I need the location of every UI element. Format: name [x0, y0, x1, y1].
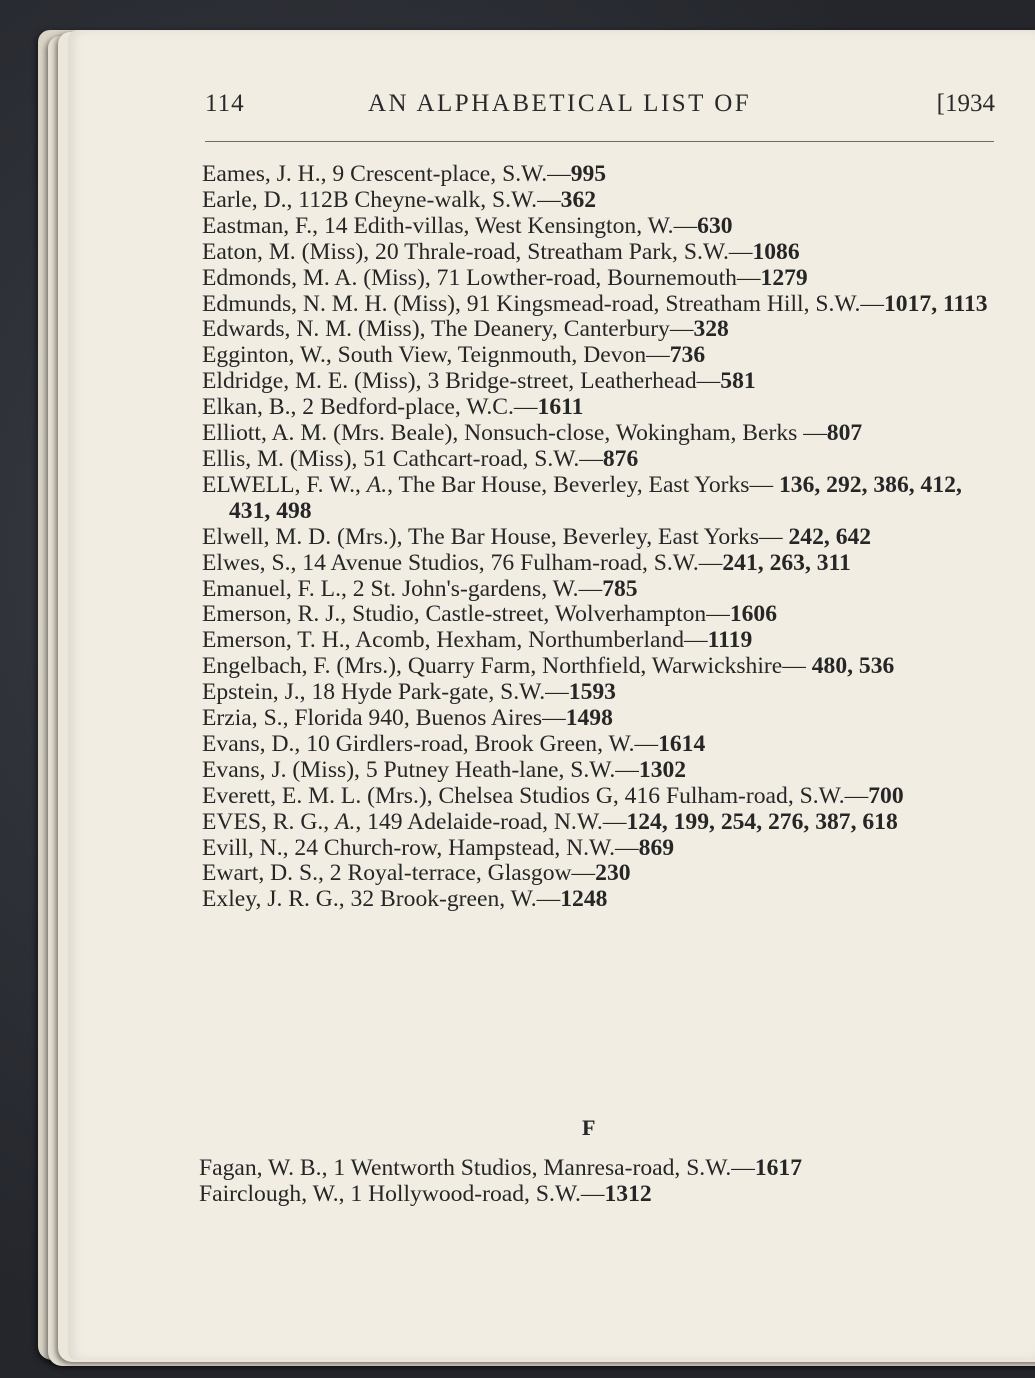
- entry-name: Eaton, M. (Miss),: [202, 238, 370, 265]
- list-entry: [202, 421, 997, 447]
- entry-pages: 136, 292, 386, 412, 431, 498: [229, 471, 962, 524]
- entry-pages: 1614: [658, 730, 706, 757]
- entry-address: 24 Church-row, Hampstead, N.W.—: [288, 834, 639, 861]
- entry-pages: 1119: [707, 627, 753, 654]
- list-entry: [202, 162, 997, 188]
- entry-address: 1 Hollywood-road, S.W.—: [344, 1181, 605, 1207]
- entry-address: 10 Girdlers-road, Brook Green, W.—: [300, 730, 659, 757]
- list-entry: [202, 732, 997, 758]
- list-entry: [202, 395, 997, 421]
- list-entry: [202, 628, 997, 654]
- entry-pages: 1611: [537, 394, 584, 421]
- list-entry: [202, 758, 997, 784]
- entry-address: 51 Cathcart-road, S.W.—: [357, 445, 603, 472]
- entry-address: 32 Brook-green, W.—: [344, 886, 561, 913]
- entry-name: Evill, N.,: [202, 834, 289, 861]
- entry-name: Elwes, S.,: [202, 549, 297, 576]
- entry-name: Evans, J. (Miss),: [202, 756, 360, 783]
- entry-name: Evans, D.,: [202, 730, 301, 757]
- entry-address: South View, Teignmouth, Devon—: [331, 342, 670, 369]
- running-title: AN ALPHABETICAL LIST OF: [368, 90, 752, 117]
- entry-name: Edmonds, M. A. (Miss),: [202, 264, 431, 291]
- entry-address: 2 Royal-terrace, Glasgow—: [323, 860, 596, 887]
- entry-address: 9 Crescent-place, S.W.—: [326, 161, 571, 187]
- entry-pages: 700: [868, 782, 904, 809]
- list-entry: [202, 292, 997, 318]
- entry-address: 1 Wentworth Studios, Manresa-road, S.W.—: [327, 1155, 755, 1181]
- list-entry: [202, 577, 997, 603]
- entry-address: 112B Cheyne-walk, S.W.—: [292, 186, 561, 213]
- entry-pages: 785: [602, 575, 638, 602]
- entry-pages: 581: [720, 368, 756, 395]
- entry-designation: A.: [366, 471, 388, 498]
- list-entry: [202, 317, 997, 343]
- entry-pages: 1593: [568, 679, 616, 706]
- entry-address: Acomb, Hexham, Northumberland—: [350, 627, 708, 654]
- entry-address: , 149 Adelaide-road, N.W.—: [355, 808, 627, 835]
- list-entry: [202, 810, 997, 836]
- entry-name: ELWELL, F. W.,: [202, 471, 361, 498]
- entry-address: Nonsuch-close, Wokingham, Berks —: [458, 420, 827, 447]
- entry-address: 14 Edith-villas, West Kensington, W.—: [318, 212, 698, 239]
- list-entry: [202, 214, 997, 240]
- header-rule: [205, 141, 994, 142]
- entry-name: Elliott, A. M. (Mrs. Beale),: [202, 420, 459, 447]
- entry-pages: 1617: [754, 1155, 802, 1181]
- entry-pages: 242, 642: [788, 523, 872, 550]
- entry-name: Engelbach, F. (Mrs.),: [202, 653, 402, 680]
- list-entry: [202, 369, 997, 395]
- list-entry: [202, 784, 997, 810]
- entry-address: , The Bar House, Beverley, East Yorks—: [387, 471, 779, 498]
- list-entry: [202, 266, 997, 292]
- entry-address: Florida 940, Buenos Aires—: [288, 705, 566, 732]
- entry-pages: 995: [570, 161, 607, 187]
- list-entry: [202, 188, 997, 214]
- entry-address: 5 Putney Heath-lane, S.W.—: [359, 756, 639, 783]
- entry-name: Edwards, N. M. (Miss),: [202, 316, 426, 343]
- entry-pages: 736: [669, 342, 706, 369]
- list-entry: [202, 343, 997, 369]
- list-entry: [202, 680, 997, 706]
- entry-name: Erzia, S.,: [202, 705, 289, 732]
- entry-pages: 1312: [604, 1181, 652, 1207]
- entry-list-e: [202, 162, 997, 913]
- entry-address: Studio, Castle-street, Wolverhampton—: [346, 601, 730, 628]
- entry-pages: 230: [595, 860, 631, 887]
- entry-name: Emerson, T. H.,: [202, 627, 351, 654]
- list-entry: [202, 602, 997, 628]
- list-entry: [202, 447, 997, 473]
- entry-name: Ewart, D. S.,: [202, 860, 324, 887]
- header-year: [1934: [936, 90, 995, 117]
- entry-pages: 630: [697, 212, 733, 239]
- entry-address: 18 Hyde Park-gate, S.W.—: [305, 679, 569, 706]
- section-letter: F: [582, 1115, 596, 1140]
- entry-address: Chelsea Studios G, 416 Fulham-road, S.W.—: [432, 782, 869, 809]
- entry-address: 2 Bedford-place, W.C.—: [296, 394, 538, 421]
- entry-name: Egginton, W.,: [202, 342, 332, 369]
- entry-name: Eames, J. H.,: [202, 161, 327, 187]
- entry-name: Ellis, M. (Miss),: [202, 445, 358, 472]
- entry-name: Emanuel, F. L.,: [202, 575, 347, 602]
- entry-pages: 480, 536: [811, 653, 895, 680]
- list-entry: [202, 887, 997, 913]
- entry-list-f: [199, 1155, 994, 1207]
- entry-name: Edmunds, N. M. H. (Miss),: [202, 290, 461, 317]
- entry-name: Eldridge, M. E. (Miss),: [202, 368, 422, 395]
- entry-name: Elwell, M. D. (Mrs.),: [202, 523, 403, 550]
- entry-name: Fairclough, W.,: [199, 1181, 345, 1207]
- entry-address: 20 Thrale-road, Streatham Park, S.W.—: [369, 238, 753, 265]
- list-entry: [202, 654, 997, 680]
- list-entry: [202, 525, 997, 551]
- list-entry: [202, 551, 997, 577]
- list-entry: [202, 861, 997, 887]
- list-entry: [202, 473, 997, 525]
- entry-name: Everett, E. M. L. (Mrs.),: [202, 782, 433, 809]
- entry-pages: 1248: [560, 886, 608, 913]
- entry-pages: 869: [638, 834, 675, 861]
- list-entry: [199, 1155, 994, 1181]
- list-entry: [199, 1181, 994, 1207]
- entry-pages: 1279: [760, 264, 808, 291]
- entry-address: Quarry Farm, Northfield, Warwickshire—: [401, 653, 812, 680]
- list-entry: [202, 240, 997, 266]
- entry-pages: 241, 263, 311: [722, 549, 851, 576]
- entry-pages: 1606: [729, 601, 778, 628]
- entry-name: Exley, J. R. G.,: [202, 886, 345, 913]
- list-entry: [202, 836, 997, 862]
- entry-pages: 1302: [638, 756, 687, 783]
- entry-address: 71 Lowther-road, Bournemouth—: [430, 264, 761, 291]
- entry-name: EVES, R. G.,: [202, 808, 330, 835]
- entry-pages: 1017, 1113: [884, 290, 988, 317]
- entry-pages: 1498: [565, 705, 613, 732]
- entry-address: The Bar House, Beverley, East Yorks—: [402, 523, 789, 550]
- entry-pages: 807: [826, 420, 863, 447]
- entry-name: Epstein, J.,: [202, 679, 306, 706]
- entry-name: Eastman, F.,: [202, 212, 319, 239]
- entry-name: Emerson, R. J.,: [202, 601, 347, 628]
- entry-designation: A.: [335, 808, 356, 835]
- entry-pages: 1086: [752, 238, 800, 265]
- entry-address: 3 Bridge-street, Leatherhead—: [421, 368, 721, 395]
- entry-pages: 362: [560, 186, 597, 213]
- entry-pages: 124, 199, 254, 276, 387, 618: [626, 808, 898, 835]
- list-entry: [202, 706, 997, 732]
- entry-name: Elkan, B.,: [202, 394, 297, 421]
- entry-address: 14 Avenue Studios, 76 Fulham-road, S.W.—: [296, 549, 723, 576]
- entry-address: The Deanery, Canterbury—: [425, 316, 694, 343]
- running-header: [205, 90, 995, 130]
- entry-address: 2 St. John's-gardens, W.—: [346, 575, 603, 602]
- entry-pages: 328: [693, 316, 729, 343]
- entry-name: Fagan, W. B.,: [199, 1155, 328, 1181]
- entry-pages: 876: [602, 445, 639, 472]
- entry-name: Earle, D.,: [202, 186, 293, 213]
- page-number: 114: [205, 90, 245, 117]
- entry-address: 91 Kingsmead-road, Streatham Hill, S.W.—: [460, 290, 884, 317]
